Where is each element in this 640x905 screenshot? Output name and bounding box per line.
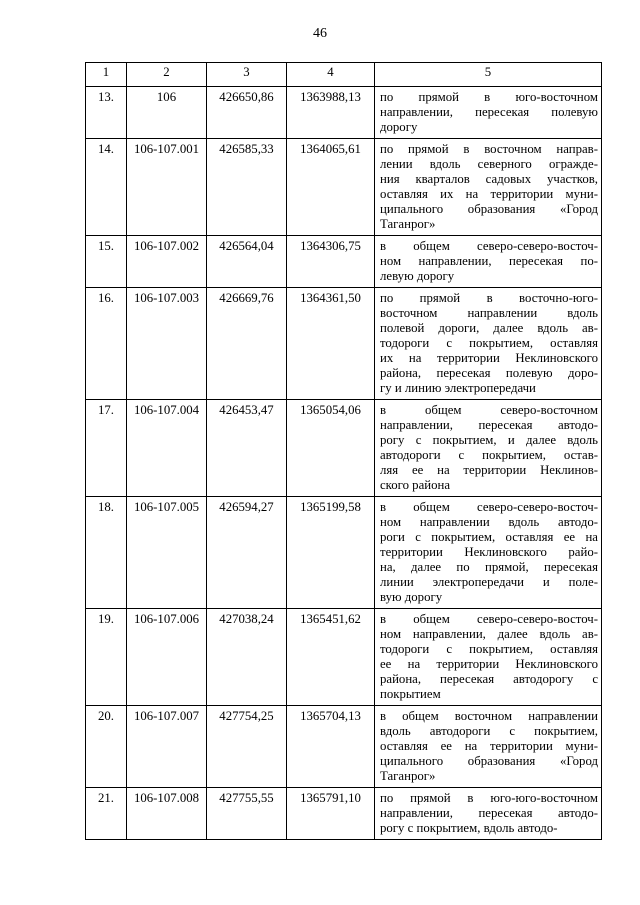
description-line: в общем северо-восточном [380,403,598,417]
coord-y: 1365704,13 [287,706,375,788]
coord-x: 426650,86 [207,87,287,139]
coord-y: 1365054,06 [287,400,375,497]
row-number: 17. [86,400,127,497]
coord-y: 1365451,62 [287,609,375,706]
table-row [86,288,602,400]
description-line: вую дорогу [380,590,443,604]
table-header [86,63,602,87]
description-line: района, пересекая полевую доро- [380,366,598,380]
point-id: 106-107.005 [127,497,207,609]
description-line: рогу с покрытием, вдоль автодо- [380,821,558,835]
boundary-description [375,87,602,139]
description-line: по прямой в юго-юго-восточном [380,791,598,805]
row-number: 19. [86,609,127,706]
description-line: покрытием [380,687,441,701]
coord-x: 426669,76 [207,288,287,400]
description-line: ципального образования «Город [380,202,598,216]
description-line: линии электропередачи и поле- [380,575,598,589]
description-line: дорогу [380,120,418,134]
description-line: направлении, пересекая автодо- [380,418,598,432]
description-line: по прямой в юго-восточном [380,90,598,104]
description-line: автодороги с покрытием, остав- [380,448,598,462]
table-row [86,139,602,236]
coord-x: 426585,33 [207,139,287,236]
description-line: их на территории Неклиновского [380,351,598,365]
boundary-description [375,706,602,788]
description-line: левую дорогу [380,269,455,283]
description-line: оставляя их на территории муни- [380,187,598,201]
coord-y: 1364065,61 [287,139,375,236]
description-line: ского района [380,478,451,492]
point-id: 106-107.007 [127,706,207,788]
point-id: 106 [127,87,207,139]
description-line: ном направлении, пересекая по- [380,254,598,268]
description-line: рогу с покрытием, и далее вдоль [380,433,598,447]
table-row [86,497,602,609]
description-line: вдоль автодороги с покрытием, [380,724,598,738]
description-line: направлении, пересекая полевую [380,105,598,119]
coord-y: 1364361,50 [287,288,375,400]
row-number: 15. [86,236,127,288]
description-line: ном направлении, далее вдоль ав- [380,627,598,641]
table-row [86,706,602,788]
coord-x: 427754,25 [207,706,287,788]
coord-x: 426594,27 [207,497,287,609]
point-id: 106-107.006 [127,609,207,706]
header-row [86,63,602,87]
boundary-description [375,288,602,400]
row-number: 18. [86,497,127,609]
point-id: 106-107.001 [127,139,207,236]
description-line: полевой дороги, далее вдоль ав- [380,321,598,335]
coord-x: 426564,04 [207,236,287,288]
row-number: 14. [86,139,127,236]
description-line: гу и линию электропередачи [380,381,536,395]
boundary-description [375,497,602,609]
description-line: в общем северо-северо-восточ- [380,612,598,626]
header-col-2: 2 [127,63,207,87]
table-row [86,87,602,139]
table-row [86,609,602,706]
description-line: тодороги с покрытием, оставляя [380,642,598,656]
table-row [86,400,602,497]
description-line: в общем северо-северо-восточ- [380,500,598,514]
boundary-description [375,400,602,497]
description-line: района, пересекая автодорогу с [380,672,598,686]
description-line: ципального образования «Город [380,754,598,768]
table-row [86,236,602,288]
coord-y: 1364306,75 [287,236,375,288]
row-number: 16. [86,288,127,400]
coord-y: 1365791,10 [287,788,375,840]
header-col-1: 1 [86,63,127,87]
header-col-4: 4 [287,63,375,87]
description-line: по прямой в восточно-юго- [380,291,598,305]
description-line: восточном направлении вдоль [380,306,598,320]
point-id: 106-107.003 [127,288,207,400]
description-line: по прямой в восточном направ- [380,142,598,156]
point-id: 106-107.004 [127,400,207,497]
row-number: 13. [86,87,127,139]
table-row [86,788,602,840]
coord-y: 1365199,58 [287,497,375,609]
coord-x: 426453,47 [207,400,287,497]
description-line: ее на территории Неклиновского [380,657,598,671]
description-line: Таганрог» [380,217,436,231]
page-number: 46 [313,26,327,41]
description-line: ляя ее на территории Неклинов- [380,463,598,477]
coord-y: 1363988,13 [287,87,375,139]
header-col-3: 3 [207,63,287,87]
boundary-description [375,788,602,840]
header-col-5: 5 [375,63,602,87]
description-line: ном направлении вдоль автодо- [380,515,598,529]
coord-x: 427755,55 [207,788,287,840]
boundary-description [375,139,602,236]
description-line: в общем северо-северо-восточ- [380,239,598,253]
description-line: роги с покрытием, оставляя ее на [380,530,598,544]
description-line: в общем восточном направлении [380,709,598,723]
table-body [86,87,602,840]
description-line: Таганрог» [380,769,436,783]
description-line: оставляя ее на территории муни- [380,739,598,753]
coord-x: 427038,24 [207,609,287,706]
row-number: 20. [86,706,127,788]
boundary-description [375,609,602,706]
description-line: ния кварталов садовых участков, [380,172,598,186]
description-line: территории Неклиновского райо- [380,545,598,559]
description-line: лении вдоль северного огражде- [380,157,598,171]
row-number: 21. [86,788,127,840]
boundary-description [375,236,602,288]
boundary-table [85,62,602,840]
point-id: 106-107.008 [127,788,207,840]
description-line: тодороги с покрытием, оставляя [380,336,598,350]
description-line: на, далее по прямой, пересекая [380,560,598,574]
description-line: направлении, пересекая автодо- [380,806,598,820]
point-id: 106-107.002 [127,236,207,288]
